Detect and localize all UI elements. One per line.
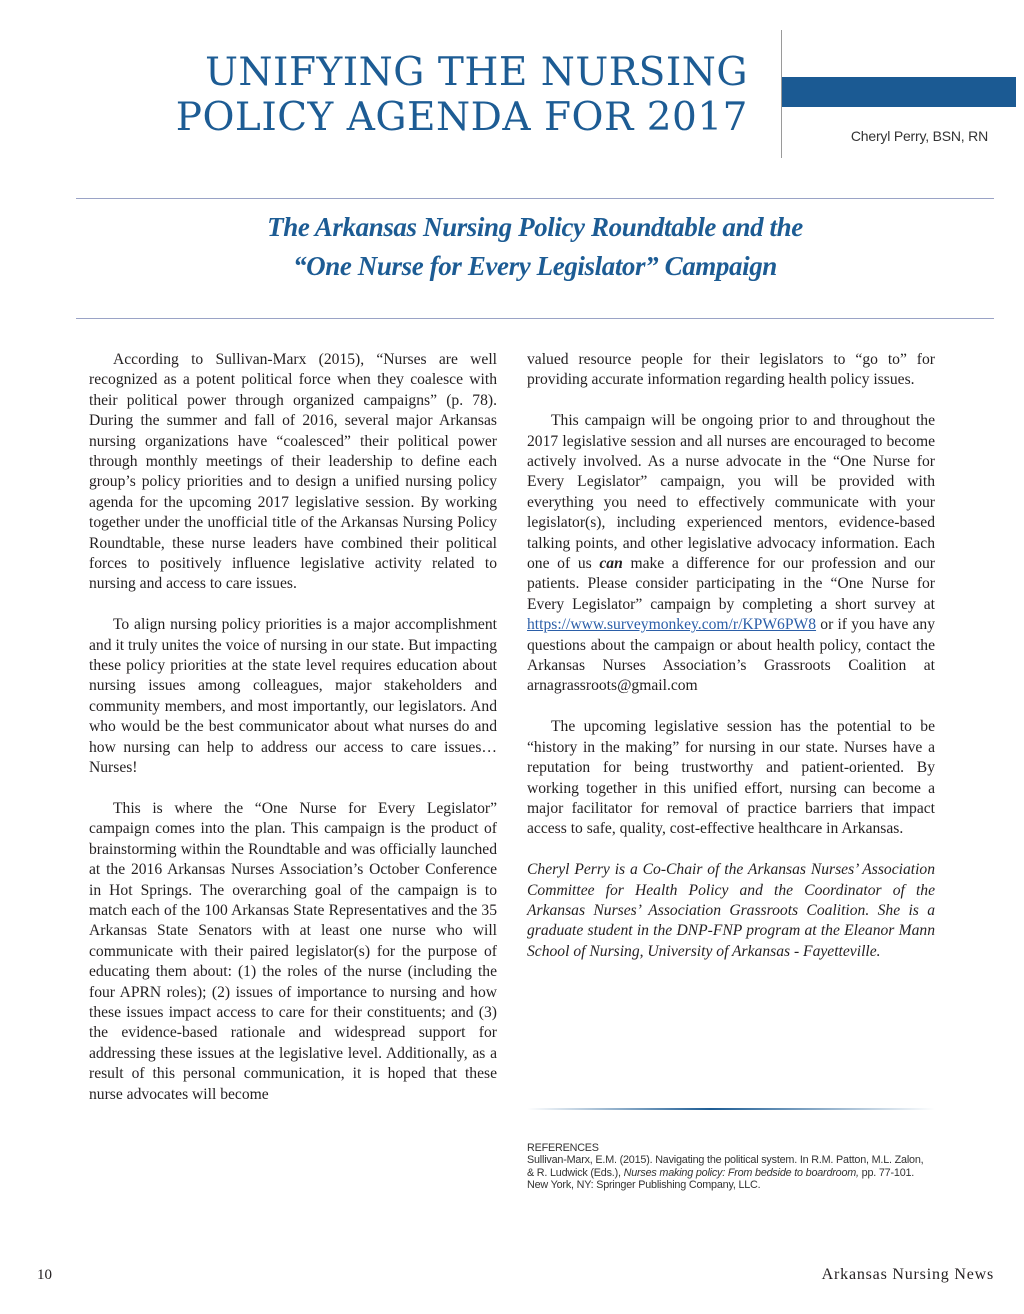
subtitle-line-2: “One Nurse for Every Legislator” Campaign (293, 251, 777, 281)
reference-line-2 (527, 1167, 947, 1179)
reference-line-3: New York, NY: Springer Publishing Company, LLC. (527, 1179, 761, 1192)
survey-link[interactable]: https://www.surveymonkey.com/r/KPW6PW8 (527, 616, 817, 634)
paragraph-3-continued: valued resource people for their legislators to “go to” for providing accurate information regarding health policy issues. (527, 351, 935, 389)
paragraph-4-part-c: or if you have any questions about the campaign or about health policy, contact the Arkansas Nurses Association’s Grassroots Coalition at arnagrassroots@gmail.com (527, 616, 935, 695)
header-accent-bar (782, 77, 1016, 107)
paragraph-3: This is where the “One Nurse for Every Legislator” campaign comes into the plan. This campaign is the product of brainstorming within the Roundtable and was officially launched at the 2016 Arkansas Nurses Association’s October Conference in Hot Springs. The overarching goal of the campaign is to match each of the 100 Arkansas State Representatives and the 35 Arkansas State Senators with at least one nurse who will communicate with their paired legislator(s) for the purpose of educating them about: (1) the roles of the nurse (including the four APRN roles); (2) issues of importance to nursing and how these issues impact access to care for their constituents; and (3) the evidence-based rationale and widespread support for addressing these issues at the legislative level. Additionally, as a result of this personal communication, it is hoped that these nurse advocates will become (89, 799, 497, 1103)
article-title (150, 50, 748, 140)
paragraph-2: To align nursing policy priorities is a major accomplishment and it truly unites the voice of nursing in our state. But impacting these policy priorities at the state level requires education about nursing issues among colleagues, major stakeholders and community members, and most importantly, our legislators. And who would be the best communicator about what nurses do and how nursing can help to address our access to care issues…Nurses! (89, 616, 497, 777)
references-heading: REFERENCES (527, 1142, 599, 1154)
right-column (527, 350, 935, 983)
reference-book-title: Nurses making policy: From bedside to boardroom, (623, 1166, 859, 1179)
page-number: 10 (37, 1267, 52, 1283)
subtitle-line-1: The Arkansas Nursing Policy Roundtable and the (267, 212, 803, 242)
paragraph-4-part-a: This campaign will be ongoing prior to and throughout the 2017 legislative session and all nurses are encouraged to become actively involved. As a nurse advocate in the “One Nurse for Every Legislator” campaign, you will be provided with everything you need to effectively communicate with your legislator(s), including experienced mentors, evidence-based talking points, and other legislative advocacy information. Each one of us (527, 412, 935, 573)
author-byline: Cheryl Perry, BSN, RN (850, 128, 988, 144)
references-divider (527, 1108, 935, 1110)
references (527, 1142, 947, 1192)
title-line-1: UNIFYING THE NURSING (205, 50, 748, 95)
emphasis-can: can (599, 555, 623, 573)
subtitle-bottom-divider (76, 318, 994, 319)
paragraph-4 (527, 411, 935, 697)
paragraph-4-part-b: make a difference for our profession and our patients. Please consider participating in the “One Nurse for Every Legislator” campaign by completing a short survey at (527, 555, 935, 613)
reference-editors: & R. Ludwick (Eds.), (527, 1166, 621, 1179)
subtitle-top-divider (76, 198, 994, 199)
paragraph-5: The upcoming legislative session has the potential to be “history in the making” for nursing in our state. Nurses have a reputation for being trustworthy and patient-oriented. By working together in this unified effort, nursing can become a major facilitator for removal of practice barriers that impact access to safe, quality, cost-effective healthcare in Arkansas. (527, 718, 935, 838)
title-line-2: POLICY AGENDA FOR 2017 (175, 95, 748, 140)
article-subtitle (76, 208, 994, 286)
paragraph-1: According to Sullivan-Marx (2015), “Nurses are well recognized as a potent political force when they coalesce with their political power through organized campaigns” (p. 78). During the summer and fall of 2016, several major Arkansas nursing organizations have “coalesced” their political power through monthly meetings of their leadership to define each group’s policy priorities and to design a unified nursing policy agenda for the upcoming 2017 legislative session. By working together under the unofficial title of the Arkansas Nursing Policy Roundtable, these nurse leaders have combined their political forces to positively influence legislative activity related to nursing and access to care issues. (89, 351, 497, 593)
publication-name: Arkansas Nursing News (821, 1266, 994, 1283)
reference-pages: pp. 77-101. (861, 1166, 915, 1179)
reference-line-1: Sullivan-Marx, E.M. (2015). Navigating the political system. In R.M. Patton, M.L. Zalon, (527, 1154, 924, 1167)
left-column (89, 350, 497, 1125)
author-bio: Cheryl Perry is a Co-Chair of the Arkansas Nurses’ Association Committee for Health Policy and the Coordinator of the Arkansas Nurses’ Association Grassroots Coalition. She is a graduate student in the DNP-FNP program at the Eleanor Mann School of Nursing, University of Arkansas - Fayetteville. (527, 861, 935, 960)
